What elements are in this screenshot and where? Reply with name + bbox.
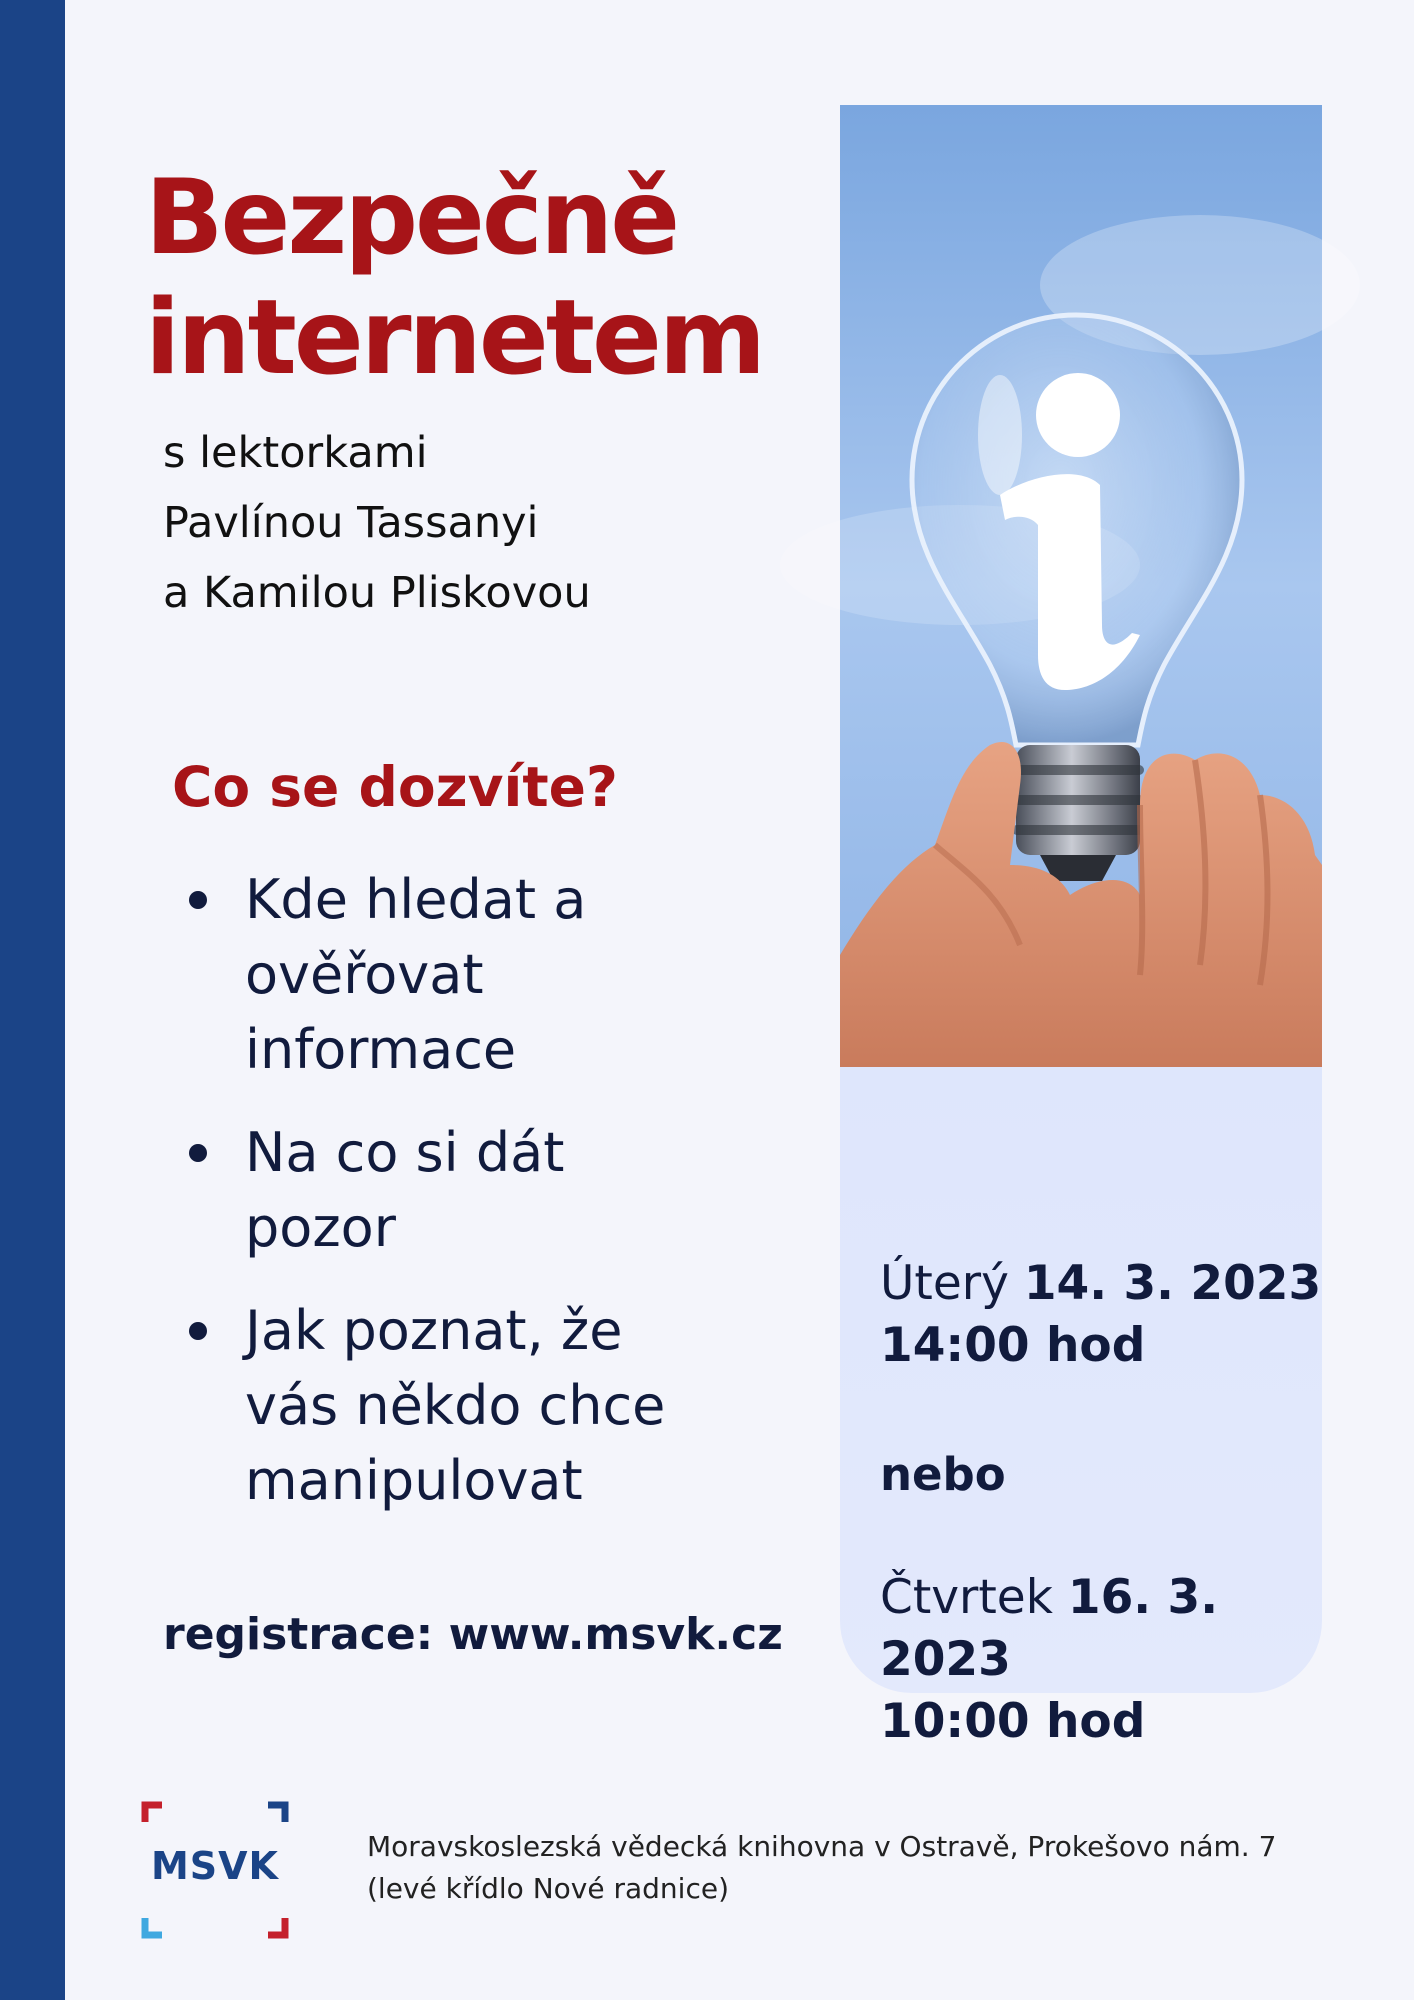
lecturers-line-1: s lektorkami [163, 428, 428, 478]
bullet-icon [189, 1322, 207, 1340]
date-day: Čtvrtek [880, 1570, 1053, 1625]
title-line-2: internetem [145, 278, 764, 398]
date-option-1 [880, 1253, 1321, 1377]
topic-text: Kde hledat a ověřovat informace [245, 868, 587, 1081]
topic-text: Jak poznat, že vás někdo chce manipulovat [245, 1299, 666, 1512]
poster-title [145, 158, 763, 398]
library-address [367, 1826, 1276, 1910]
info-lightbulb-icon [840, 105, 1322, 1067]
address-line-1: Moravskoslezská vědecká knihovna v Ostravě, Prokešovo nám. 7 [367, 1830, 1277, 1863]
or-separator: nebo [880, 1448, 1006, 1501]
list-item [185, 1115, 705, 1265]
address-line-2: (levé křídlo Nové radnice) [367, 1872, 730, 1905]
date-option-2 [880, 1567, 1322, 1753]
side-bar [0, 0, 65, 2000]
date-card [840, 105, 1322, 1749]
logo-text: MSVK [150, 1844, 280, 1888]
date-day: Úterý [880, 1256, 1009, 1311]
bullet-icon [189, 891, 207, 909]
lecturers-line-3: a Kamilou Pliskovou [163, 568, 591, 618]
registration-link[interactable]: registrace: www.msvk.cz [163, 1609, 783, 1660]
topic-list [185, 862, 705, 1546]
list-item [185, 862, 705, 1087]
learn-heading: Co se dozvíte? [172, 755, 618, 819]
topic-text: Na co si dát pozor [245, 1121, 565, 1259]
list-item [185, 1293, 705, 1518]
title-line-1: Bezpečně [145, 158, 678, 278]
date-time: 14:00 hod [880, 1318, 1146, 1373]
lecturers-line-2: Pavlínou Tassanyi [163, 498, 539, 548]
bullet-icon [189, 1144, 207, 1162]
lightbulb-photo [840, 105, 1322, 1067]
date-value: 16. 3. 2023 [880, 1570, 1219, 1687]
date-time: 10:00 hod [880, 1694, 1146, 1749]
msvk-logo [140, 1800, 290, 1940]
lecturers [163, 418, 591, 628]
date-value: 14. 3. 2023 [1023, 1256, 1322, 1311]
